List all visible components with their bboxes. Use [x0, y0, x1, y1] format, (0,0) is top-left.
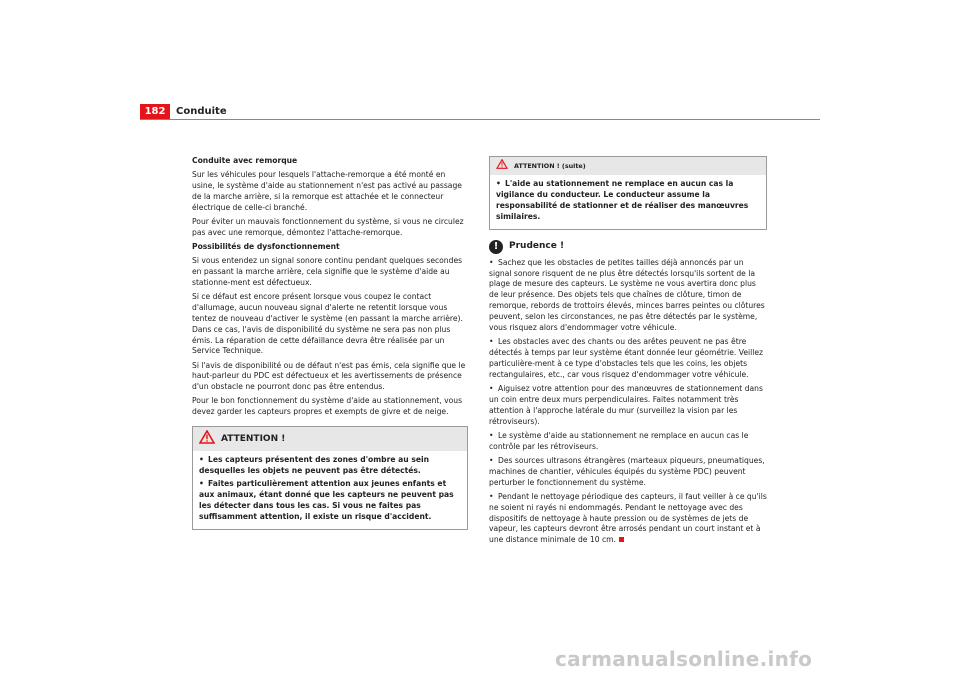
left-column — [192, 156, 468, 530]
caution-item-text: Sachez que les obstacles de petites tailles déjà annoncés par un signal sonore risquent de ne plus être détectés lorsqu'ils sortent de la plage de mesure des capteurs. Le système ne vous avertira donc plus de leur présence. Des objets tels que chaînes de clôture, timon de remorque, rebords de trottoirs élevés, minces barres peintes ou clôtures peuvent, selon les circonstances, ne pas être détectés par le système, vous risquez alors d'endommager votre véhicule. — [489, 257, 765, 333]
warning-item-text: L'aide au stationnement ne remplace en aucun cas la vigilance du conducteur. Le conducteur assume la responsabilité de stationner et de réaliser des manœuvres similaires. — [496, 179, 749, 221]
bullet-icon: • — [489, 383, 494, 393]
caution-item — [489, 337, 767, 381]
bullet-icon: • — [199, 479, 204, 489]
bullet-icon: • — [489, 337, 494, 347]
warning-continued-header — [490, 157, 766, 175]
caution-item-text: Les obstacles avec des chants ou des arêtes peuvent ne pas être détectés à temps par leur système étant donnée leur géométrie. Veillez particulière-ment à ce type d'obstacles tels que les coins, les objets rectangulaires, etc., car vous risquez d'endommager votre véhicule. — [489, 337, 763, 379]
warning-continued-box — [489, 156, 767, 230]
bullet-icon: • — [496, 179, 501, 188]
caution-header — [489, 240, 767, 254]
caution-item — [489, 384, 767, 428]
warning-triangle-icon — [496, 159, 508, 173]
caution-item — [489, 456, 767, 489]
caution-item-text: Le système d'aide au stationnement ne remplace en aucun cas le contrôle par les rétroviseurs. — [489, 430, 749, 451]
bullet-icon: • — [489, 455, 494, 465]
warning-triangle-icon — [199, 430, 215, 448]
warning-body — [193, 451, 467, 528]
paragraph-trailer-2: Pour éviter un mauvais fonctionnement du système, si vous ne circulez pas avec une remorque, démontez l'attache-remorque. — [192, 216, 464, 237]
warning-item — [199, 479, 461, 523]
paragraph-trailer-1: Sur les véhicules pour lesquels l'attache-remorque a été monté en usine, le système d'aide au stationnement n'est pas activé au passage de la marche arrière, si la remorque est attachée et le connecteur électrique de celle-ci branché. — [192, 170, 462, 212]
right-column — [489, 156, 767, 549]
caution-item-text: Des sources ultrasons étrangères (marteaux piqueurs, pneumatiques, machines de chantier, véhicules équipés du système PDC) peuvent perturber le fonctionnement du système. — [489, 455, 765, 487]
paragraph-malfunction-2: Si ce défaut est encore présent lorsque vous coupez le contact d'allumage, aucun nouveau signal d'alerte ne retentit lorsque vous tentez de nouveau d'activer le système (en passant la marche arrière). Dans ce cas, l'avis de disponibilité du système ne sera pas non plus émis. La réparation de cette défaillance devra être réalisée par un Service Technique. — [192, 291, 463, 356]
bullet-icon: • — [489, 430, 494, 440]
trailer-heading: Conduite avec remorque — [192, 156, 298, 165]
header-rule — [140, 119, 820, 120]
caution-item-text: Aiguisez votre attention pour des manœuvres de stationnement dans un coin entre deux murs perpendiculaires. Faites notamment très attention à l'approche latérale du mur (surveillez la vision par les rétroviseurs). — [489, 383, 763, 426]
warning-item-text: Les capteurs présentent des zones d'ombre au sein desquelles les objets ne peuvent pas être détectés. — [199, 455, 430, 476]
section-end-marker — [619, 537, 624, 542]
caution-item — [489, 492, 767, 547]
bullet-icon: • — [199, 455, 204, 465]
caution-item — [489, 258, 767, 334]
exclamation-icon: ! — [489, 240, 503, 254]
paragraph-malfunction-1: Si vous entendez un signal sonore continu pendant quelques secondes en passant la marche arrière, cela signifie que le système d'aide au stationne-ment est défectueux. — [192, 256, 463, 287]
page-title: Conduite — [176, 106, 227, 117]
paragraph-malfunction-4: Pour le bon fonctionnement du système d'aide au stationnement, vous devez garder les capteurs propres et exempts de givre et de neige. — [192, 396, 463, 417]
warning-header — [193, 427, 467, 451]
warning-item — [199, 455, 461, 477]
warning-item — [496, 179, 760, 223]
bullet-icon: • — [489, 491, 494, 501]
warning-title: ATTENTION ! — [221, 433, 286, 444]
paragraph-malfunction-3: Si l'avis de disponibilité ou de défaut n'est pas émis, cela signifie que le haut-parleur du PDC est défectueux et les avertissements de présence d'un obstacle ne pourront donc pas être entendus. — [192, 360, 466, 392]
warning-item-text: Faites particulièrement attention aux jeunes enfants et aux animaux, étant donné que les capteurs ne peuvent pas les détecter dans tous les cas. Si vous ne faites pas suffisamment attention, il existe un risque d'accident. — [199, 479, 454, 521]
caution-title: Prudence ! — [509, 241, 565, 252]
warning-box — [192, 426, 468, 529]
caution-item — [489, 431, 767, 453]
bullet-icon: • — [489, 257, 494, 267]
caution-item-text: Pendant le nettoyage périodique des capteurs, il faut veiller à ce qu'ils ne soient ni rayés ni endommagés. Pendant le nettoyage avec des dispositifs de nettoyage à haute pression ou de systèmes de jets de vapeur, les capteurs devront être arrosés pendant un court instant et à une distance minimale de 10 cm. — [489, 491, 767, 545]
malfunction-heading: Possibilités de dysfonctionnement — [192, 241, 340, 251]
warning-continued-title: ATTENTION ! (suite) — [514, 161, 586, 170]
page-number: 182 — [140, 104, 170, 119]
warning-continued-body — [490, 175, 766, 229]
watermark: carmanualsonline.info — [555, 647, 813, 671]
